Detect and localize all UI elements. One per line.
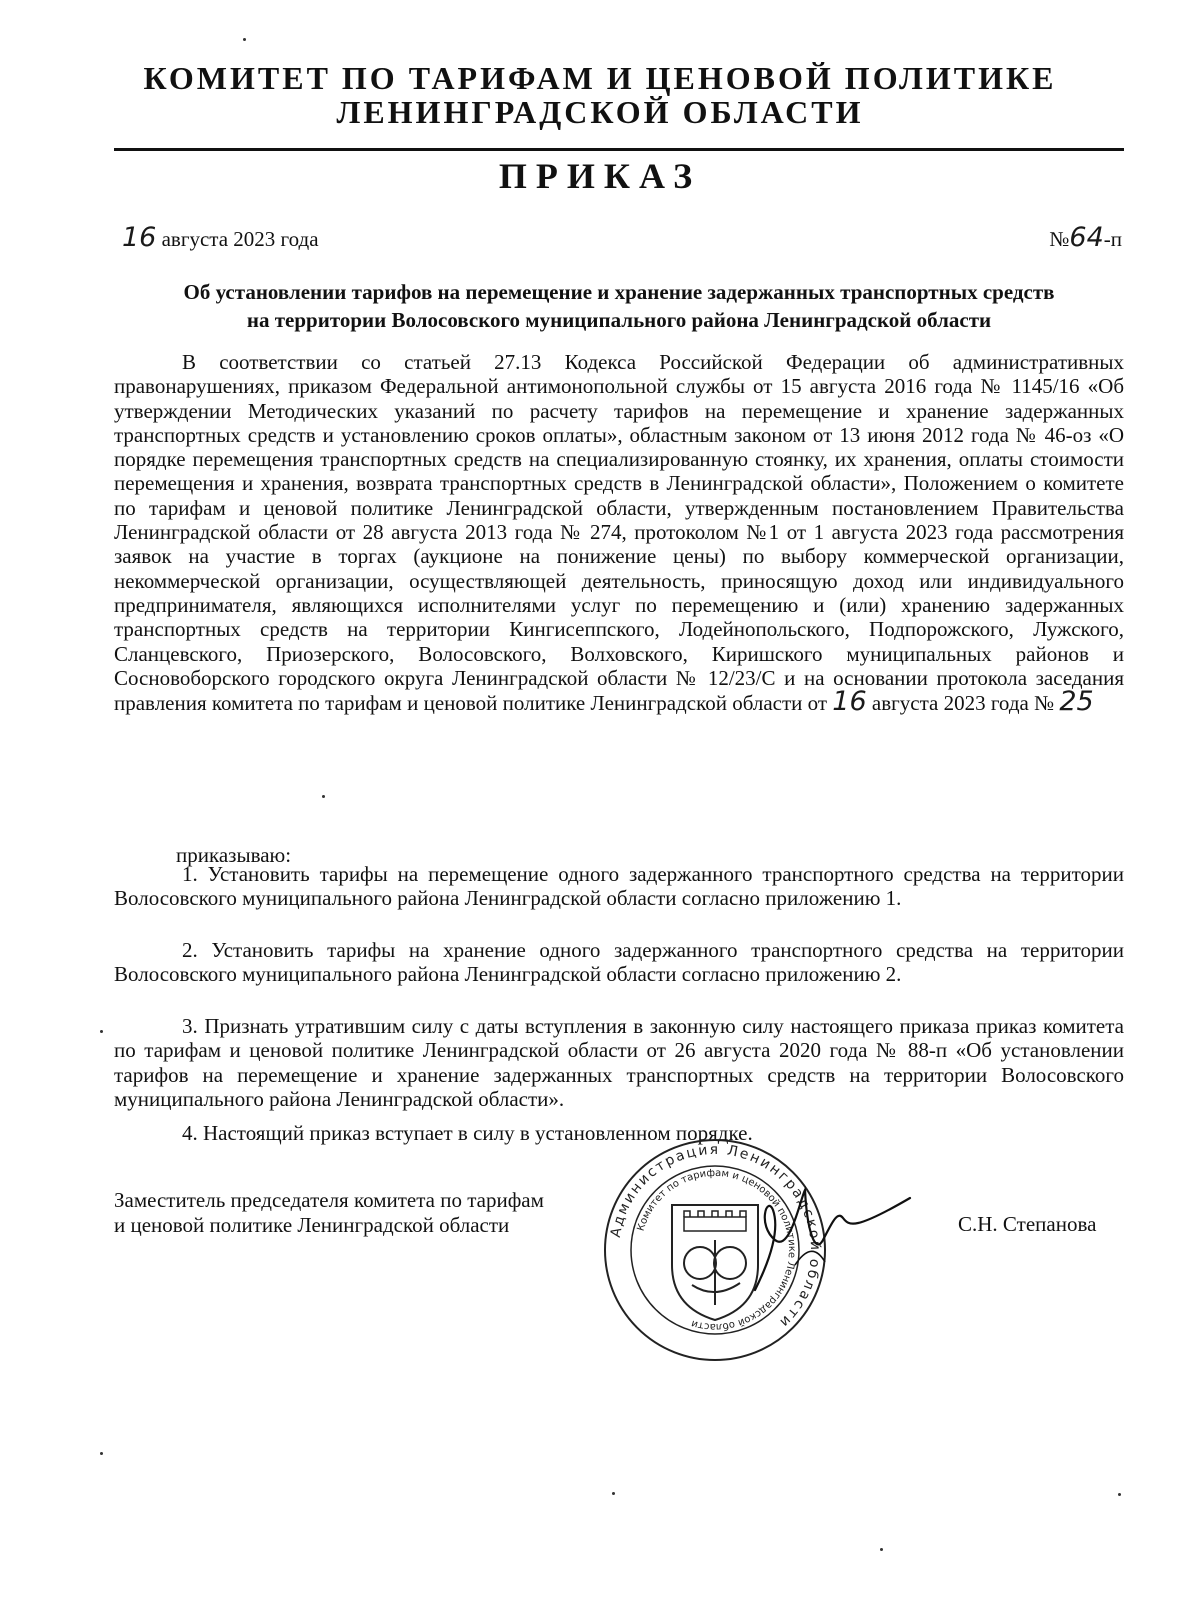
stamp-outer-text: Администрация Ленинградской области — [607, 1141, 824, 1332]
scan-speck — [880, 1548, 883, 1551]
document-date — [122, 222, 319, 253]
document-number-suffix: -п — [1103, 227, 1122, 251]
preamble-paragraph — [114, 350, 1124, 718]
handwritten-date-day: 16 — [122, 222, 157, 253]
scan-speck — [100, 1452, 103, 1455]
handwritten-protocol-number: 25 — [1059, 686, 1094, 718]
org-title-line-1: КОМИТЕТ ПО ТАРИФАМ И ЦЕНОВОЙ ПОЛИТИКЕ — [143, 60, 1057, 96]
subject-line-2: на территории Волосовского муниципального района Ленинградской области — [246, 308, 992, 332]
subject-line-1: Об установлении тарифов на перемещение и хранение задержанных транспортных средств — [183, 280, 1055, 304]
order-item-1: 1. Установить тарифы на перемещение одного задержанного транспортного средства на территории Волосовского муниципального района Ленинградской области согласно приложению 1. — [114, 862, 1124, 911]
handwritten-signature — [745, 1170, 915, 1320]
order-word: приказываю: — [176, 843, 292, 867]
signer-position-line-2: и ценовой политике Ленинградской области — [114, 1213, 510, 1237]
scan-speck — [1118, 1493, 1121, 1496]
document-number-prefix: № — [1049, 227, 1070, 251]
document-date-rest: августа 2023 года — [161, 227, 319, 251]
preamble-tail: августа 2023 года № — [871, 691, 1055, 716]
org-title-line-2: ЛЕНИНГРАДСКОЙ ОБЛАСТИ — [336, 94, 864, 130]
signer-position — [114, 1188, 614, 1238]
signer-position-line-1: Заместитель председателя комитета по тарифам — [114, 1188, 544, 1212]
order-item-4: 4. Настоящий приказ вступает в силу в установленном порядке. — [182, 1121, 753, 1145]
preamble-text: В соответствии со статьей 27.13 Кодекса Российской Федерации об административных правонарушениях, приказом Федеральной антимонопольной службы от 15 августа 2016 года № 1145/16 «Об утверждении Методических указаний по расчету тарифов на перемещение и хранение задержанных транспортных средств и установлению сроков оплаты», областным законом от 13 июня 2012 года № 46-оз «О порядке перемещения транспортных средств на специализированную стоянку, их хранения, оплаты стоимости перемещения и хранения, возврата транспортных средств в Ленинградской области», Положением о комитете по тарифам и ценовой политике Ленинградской области, утвержденным постановлением Правительства Ленинградской области от 28 августа 2013 года № 274, протоколом №1 от 1 августа 2023 года рассмотрения заявок на участие в торгах (аукционе на понижение цены) по выбору коммерческой организации, некоммерческой организации, осуществляющей деятельность, приносящую доход или индивидуального предпринимателя, являющихся исполнителями услуг по перемещению и (или) хранению задержанных транспортных средств на территории Кингисеппского, Лодейнопольского, Подпорожского, Лужского, Сланцевского, Приозерского, Волосовского, Волховского, Киришского муниципальных районов и Сосновоборского городского округа Ленинградской области № 12/23/С и на основании протокола заседания правления комитета по тарифам и ценовой политике Ленинградской области от — [114, 350, 1124, 716]
scan-speck — [612, 1492, 615, 1495]
handwritten-protocol-day: 16 — [832, 686, 867, 718]
scan-speck — [243, 38, 246, 41]
document-number — [1049, 222, 1122, 253]
stamp-inner-text: Комитет по тарифам и ценовой политике Ленинградской области — [635, 1167, 798, 1333]
signer-name: С.Н. Степанова — [958, 1212, 1097, 1236]
document-type-title: ПРИКАЗ — [498, 156, 702, 196]
scan-speck — [322, 795, 325, 798]
order-item-3: 3. Признать утратившим силу с даты вступления в законную силу настоящего приказа приказ комитета по тарифам и ценовой политике Ленинградской области от 26 августа 2020 года № 88-п «Об установлении тарифов на перемещение и хранение задержанных транспортных средств на территории Волосовского муниципального района Ленинградской области». — [114, 1014, 1124, 1111]
document-subject — [114, 278, 1124, 334]
order-item-2: 2. Установить тарифы на хранение одного задержанного транспортного средства на территории Волосовского муниципального района Ленинградской области согласно приложению 2. — [114, 938, 1124, 987]
handwritten-document-number: 64 — [1069, 222, 1104, 253]
scan-speck — [100, 1030, 103, 1033]
header-divider — [114, 148, 1124, 151]
